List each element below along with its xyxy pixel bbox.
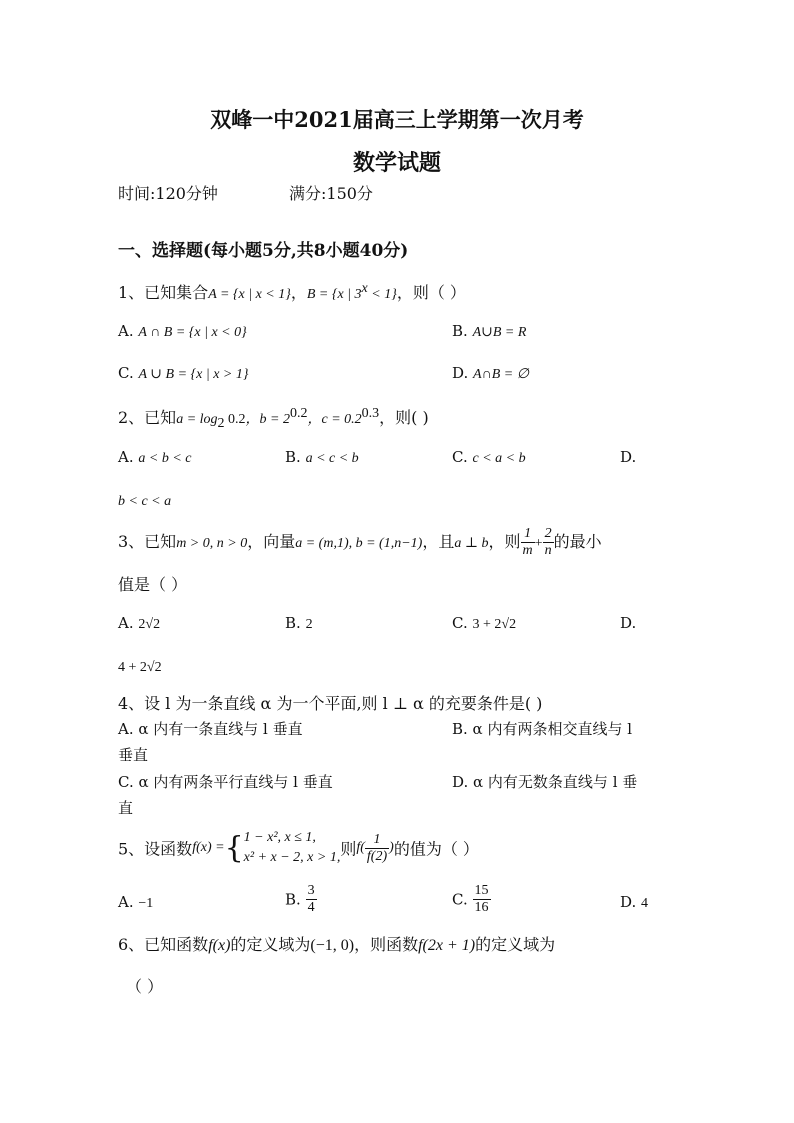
q3-line2: 值是（ ）: [118, 575, 188, 594]
q5-mid: 则: [340, 839, 357, 859]
q6-function: f(x): [208, 937, 231, 954]
q2-option-d-value: b < c < a: [118, 494, 172, 509]
q5-f-open: f(: [356, 840, 365, 855]
question-2: [118, 405, 429, 432]
q4-option-d-cont: 直: [118, 799, 134, 817]
q6-line2: （ ）: [126, 977, 164, 996]
q1-option-a-text: A ∩ B = {x | x < 0}: [138, 325, 247, 340]
q1-option-d-letter: D.: [452, 364, 469, 382]
q2-option-c: [452, 448, 526, 467]
q5-option-d-letter: D.: [620, 893, 637, 911]
q5-frac-den: f(2): [366, 848, 388, 864]
q5-option-c-letter: C.: [452, 890, 468, 909]
q3-option-b-letter: B.: [285, 614, 301, 632]
q6-prefix: 6、已知函数: [118, 935, 209, 954]
q5-option-b-num: 3: [307, 883, 315, 898]
q5-option-d-text: 4: [641, 896, 649, 911]
q2-option-a: [118, 448, 192, 467]
q3-option-a-text: 2√2: [138, 617, 161, 632]
q3-vectors: a = (m,1), b = (1,n−1): [295, 536, 423, 551]
q3-option-c: [452, 614, 516, 633]
exam-title: 双峰一中2021届高三上学期第一次月考: [210, 107, 584, 132]
q5-option-c-frac: [473, 883, 491, 916]
q1-prefix: 1、已知集合: [118, 283, 209, 302]
q5-option-d: [620, 893, 648, 912]
q5-prefix: 5、设函数: [118, 839, 193, 859]
q4-option-c: C. α 内有两条平行直线与 l 垂直: [118, 773, 333, 791]
q3-option-b-text: 2: [305, 617, 313, 632]
q1-option-c-text: A ∪ B = {x | x > 1}: [138, 367, 249, 382]
q1-option-c-letter: C.: [118, 364, 134, 382]
q5-f-close: ): [389, 840, 394, 855]
subject-title: 数学试题: [352, 150, 441, 176]
q2-option-d-text: [118, 491, 171, 510]
exam-score: 满分:150分: [289, 184, 373, 203]
q4-option-a: A. α 内有一条直线与 l 垂直: [118, 720, 303, 738]
q3-f2-num: 2: [544, 526, 552, 541]
q5-option-c: [452, 883, 491, 916]
q5-option-b-den: 4: [307, 900, 315, 915]
q2-a-sub: 2: [217, 416, 225, 432]
q2-b: ，b = 2: [245, 412, 290, 427]
exam-time: 时间:120分钟: [118, 184, 218, 203]
q1-set-a: A = {x | x < 1}: [208, 287, 291, 302]
q3-option-c-letter: C.: [452, 614, 468, 632]
q2-option-c-text: c < a < b: [472, 451, 526, 466]
q3-option-a-letter: A.: [118, 614, 134, 632]
q3-f2-den: n: [544, 543, 552, 558]
q3-mid3: ，则: [488, 532, 521, 551]
q5-option-b: [285, 883, 317, 916]
q3-fraction-2: [543, 526, 554, 559]
q2-b-exp: 0.2: [289, 406, 308, 421]
q3-mid2: ，且: [422, 532, 455, 551]
q5-function: f(x) =: [192, 840, 225, 855]
q3-prefix: 3、已知: [118, 532, 177, 551]
q2-a: a = log: [176, 412, 218, 427]
q5-option-a-letter: A.: [118, 893, 134, 911]
question-3: [118, 526, 602, 559]
q3-option-d-text: [118, 657, 162, 676]
q4-option-d: D. α 内有无数条直线与 l 垂: [452, 773, 638, 791]
question-5: [118, 828, 479, 868]
q3-option-d-value: 4 + 2√2: [118, 660, 162, 675]
q2-c: ，c = 0.2: [307, 412, 362, 427]
q1-set-b: B = {x | 3: [306, 287, 362, 302]
q2-c-exp: 0.3: [361, 406, 380, 421]
q5-option-a: [118, 893, 153, 912]
q1-option-b: [452, 322, 526, 341]
q5-frac-num: 1: [365, 832, 389, 849]
q3-plus: +: [534, 536, 543, 551]
q3-mid: ，向量: [247, 532, 296, 551]
q1-set-b-exp: x: [361, 281, 368, 296]
q5-option-b-frac: [306, 883, 317, 916]
q1-option-b-letter: B.: [452, 322, 468, 340]
question-1: [118, 280, 466, 303]
q3-option-a: [118, 614, 160, 633]
q1-option-d-text: A∩B = ∅: [473, 367, 529, 382]
q5-option-a-text: −1: [138, 896, 154, 911]
question-4: 4、设 l 为一条直线 α 为一个平面,则 l ⊥ α 的充要条件是( ): [118, 694, 543, 713]
q1-option-b-text: A∪B = R: [472, 325, 527, 340]
q5-suffix: 的值为（ ）: [393, 839, 479, 859]
q5-case-2: x² + x − 2, x > 1,: [243, 850, 341, 865]
q1-suffix: ，则（ ）: [396, 283, 466, 302]
q3-suffix: 的最小: [553, 532, 602, 551]
q3-f1-num: 1: [521, 526, 535, 543]
q5-fraction: [365, 832, 389, 865]
q1-option-a-letter: A.: [118, 322, 134, 340]
q6-function-2: f(2x + 1): [418, 937, 476, 954]
q4-option-b-cont: 垂直: [118, 746, 149, 764]
q1-set-b-end: < 1}: [367, 287, 397, 302]
q5-option-b-letter: B.: [285, 890, 301, 909]
q2-suffix: ，则( ): [379, 408, 429, 427]
q2-option-d-letter: D.: [620, 448, 637, 466]
q2-option-b: [285, 448, 359, 467]
q5-option-c-den: 16: [474, 900, 489, 915]
q5-case-1: 1 − x², x ≤ 1,: [243, 830, 316, 845]
q3-condition: m > 0, n > 0: [176, 536, 248, 551]
q6-suffix: 的定义域为: [475, 935, 556, 954]
q6-mid2: ，则函数: [354, 935, 419, 954]
q4-option-b: B. α 内有两条相交直线与 l: [452, 720, 633, 738]
q5-brace: {: [224, 830, 244, 866]
q3-f1-den: m: [522, 543, 533, 558]
q3-option-c-text: 3 + 2√2: [472, 617, 517, 632]
q3-fraction-1: [521, 526, 535, 559]
q2-a-end: 0.2: [224, 412, 246, 427]
q6-domain: (−1, 0): [310, 937, 355, 954]
q1-sep: ，: [290, 283, 307, 302]
q3-option-d-letter: D.: [620, 614, 637, 632]
q2-option-c-letter: C.: [452, 448, 468, 466]
question-6: [118, 932, 555, 955]
q1-option-a: [118, 322, 247, 341]
q1-option-d: [452, 364, 529, 383]
q6-mid: 的定义域为: [230, 935, 311, 954]
q5-option-c-num: 15: [474, 883, 489, 898]
q2-option-a-text: a < b < c: [138, 451, 192, 466]
section-heading: 一、选择题(每小题5分,共8小题40分): [118, 241, 409, 261]
q2-option-b-letter: B.: [285, 448, 301, 466]
q3-perpendicular: a ⊥ b: [454, 536, 489, 551]
q2-prefix: 2、已知: [118, 408, 177, 427]
q3-option-b: [285, 614, 313, 633]
q2-option-b-text: a < c < b: [305, 451, 359, 466]
q1-option-c: [118, 364, 248, 383]
q2-option-a-letter: A.: [118, 448, 134, 466]
q5-piecewise: [244, 828, 341, 868]
